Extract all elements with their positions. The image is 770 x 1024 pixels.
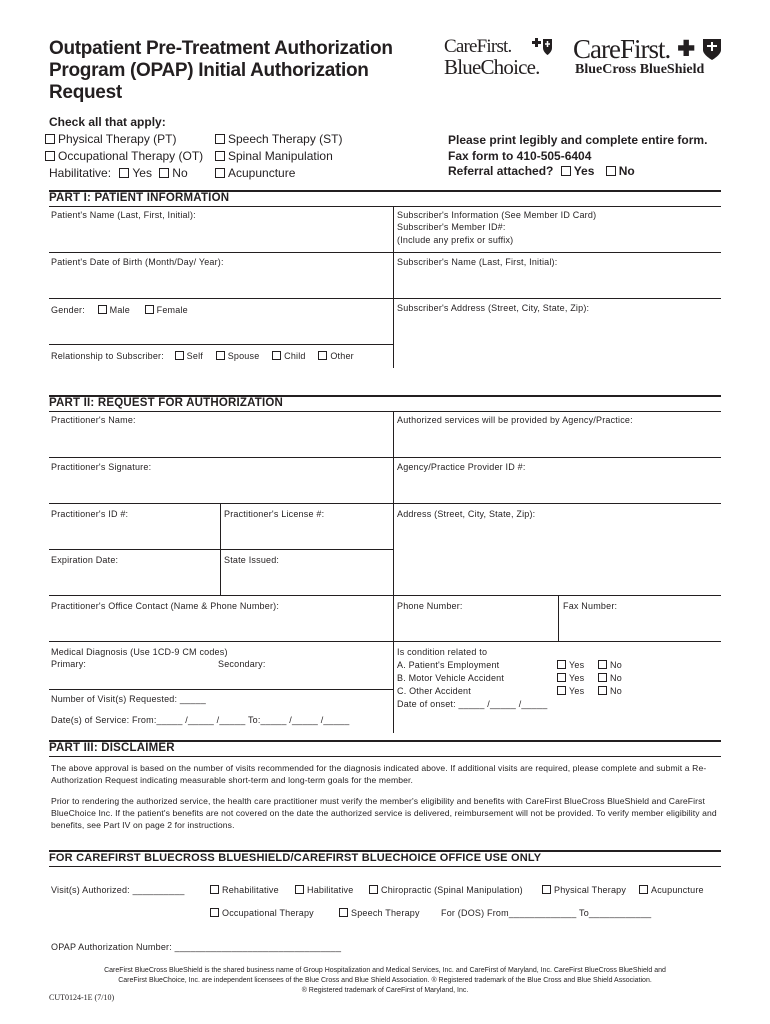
st-label: Speech Therapy (ST) <box>228 132 343 146</box>
acupuncture-checkbox[interactable] <box>215 168 225 178</box>
other-label: Other <box>330 351 354 361</box>
rehabilitative-checkbox[interactable] <box>210 885 219 894</box>
logo-bcbs-line2: BlueCross BlueShield <box>575 62 705 77</box>
other-checkbox[interactable] <box>318 351 327 360</box>
secondary-label: Secondary: <box>218 659 266 669</box>
referral-no-label: No <box>618 164 635 178</box>
cross-shield-icon <box>530 37 554 57</box>
logo-bluechoice-line2: BlueChoice. <box>444 55 540 79</box>
office-acupuncture-option <box>639 884 704 897</box>
practitioner-signature-label: Practitioner's Signature: <box>51 462 152 472</box>
logo-bluechoice-line1: CareFirst. <box>444 36 512 57</box>
habilitative-yes-label: Yes <box>132 166 152 180</box>
practitioner-license-label: Practitioner's License #: <box>224 509 325 519</box>
vehicle-yes <box>557 672 584 685</box>
office-habilitative-label: Habilitative <box>307 885 354 895</box>
referral-no-checkbox[interactable] <box>606 166 616 176</box>
primary-label: Primary: <box>51 659 87 669</box>
vehicle-no-checkbox[interactable] <box>598 673 607 682</box>
spinal-checkbox[interactable] <box>215 151 225 161</box>
other-accident-no-checkbox[interactable] <box>598 686 607 695</box>
office-st-checkbox[interactable] <box>339 908 348 917</box>
subscriber-info-label: Subscriber's Information (See Member ID Card) <box>397 210 597 220</box>
expiration-label: Expiration Date: <box>51 555 119 565</box>
employment-yes <box>557 659 584 672</box>
practice-address-label: Address (Street, City, State, Zip): <box>397 509 536 519</box>
state-issued-label: State Issued: <box>224 555 280 565</box>
male-checkbox[interactable] <box>98 305 107 314</box>
other-accident-yes <box>557 685 584 698</box>
chiropractic-label: Chiropractic (Spinal Manipulation) <box>381 885 523 895</box>
other-accident-no <box>598 685 622 698</box>
other-accident-no-label: No <box>610 686 622 696</box>
referral-question <box>448 164 635 178</box>
vehicle-no <box>598 672 622 685</box>
office-use-heading: FOR CAREFIRST BLUECROSS BLUESHIELD/CAREFIRST BLUECHOICE OFFICE USE ONLY <box>49 850 721 865</box>
office-pt-label: Physical Therapy <box>554 885 627 895</box>
print-legibly-instruction: Please print legibly and complete entire form. <box>448 133 708 147</box>
disclaimer-paragraph-2: Prior to rendering the authorized service, the health care practitioner must verify the member's eligibility and benefits with CareFirst BlueCross BlueShield and CareFirst BlueChoice Inc. If the patient's benefits are not covered on the date the authorized service is delivered, reimbursement will not be provided. To verify member eligibility and benefits, see Part IV on page 2 for instructions. <box>51 796 717 830</box>
authorization-number-label: OPAP Authorization Number: ________________________________ <box>51 942 342 952</box>
habilitative-no-checkbox[interactable] <box>159 168 169 178</box>
pt-label: Physical Therapy (PT) <box>58 132 177 146</box>
employment-no <box>598 659 622 672</box>
other-accident-yes-checkbox[interactable] <box>557 686 566 695</box>
pt-checkbox[interactable] <box>45 134 55 144</box>
rehabilitative-label: Rehabilitative <box>222 885 279 895</box>
habilitative-yes-checkbox[interactable] <box>119 168 129 178</box>
ot-label: Occupational Therapy (OT) <box>58 149 204 163</box>
st-checkbox[interactable] <box>215 134 225 144</box>
subscriber-prefix-note: (Include any prefix or suffix) <box>397 235 514 245</box>
office-pt-checkbox[interactable] <box>542 885 551 894</box>
disclaimer-paragraph-1: The above approval is based on the number of visits recommended for the diagnosis indicated above. If additional visits are required, please complete and submit a Re-Authorization Request indicating measurable short-term and long-term goals for the member. <box>51 763 707 785</box>
visits-requested-label: Number of Visit(s) Requested: _____ <box>51 694 206 704</box>
form-number: CUT0124-1E (7/10) <box>49 993 115 1002</box>
self-checkbox[interactable] <box>175 351 184 360</box>
dates-of-service-label: Date(s) of Service: From:_____ /_____ /_____ To:_____ /_____ /_____ <box>51 715 350 725</box>
footer-line-1: CareFirst BlueCross BlueShield is the shared business name of Group Hospitalization and Medical Services, Inc. and CareFirst of Maryland, Inc. CareFirst BlueCross BlueShield and <box>104 967 666 974</box>
carefirst-bcbs-logo <box>573 36 728 82</box>
phone-label: Phone Number: <box>397 601 463 611</box>
spouse-checkbox[interactable] <box>216 351 225 360</box>
referral-label: Referral attached? <box>448 164 554 178</box>
office-acupuncture-label: Acupuncture <box>651 885 704 895</box>
vehicle-yes-checkbox[interactable] <box>557 673 566 682</box>
acupuncture-label: Acupuncture <box>228 166 296 180</box>
office-acupuncture-checkbox[interactable] <box>639 885 648 894</box>
dos-range-label: For (DOS) From_____________ To____________ <box>441 908 652 918</box>
gender-label: Gender: <box>51 305 85 315</box>
relationship-field <box>51 350 354 363</box>
employment-yes-checkbox[interactable] <box>557 660 566 669</box>
subscriber-name-label: Subscriber's Name (Last, First, Initial): <box>397 257 558 267</box>
visits-authorized-label: Visit(s) Authorized: __________ <box>51 885 185 895</box>
office-contact-label: Practitioner's Office Contact (Name & Phone Number): <box>51 601 280 611</box>
logo-bcbs-line1: CareFirst. <box>573 34 671 64</box>
habilitative-label: Habilitative: <box>49 166 112 180</box>
ot-option[interactable] <box>45 148 203 164</box>
vehicle-no-label: No <box>610 673 622 683</box>
spinal-label: Spinal Manipulation <box>228 149 333 163</box>
rehabilitative-option <box>210 884 279 897</box>
footer-line-2: CareFirst BlueChoice, Inc. are independent licensees of the Blue Cross and Blue Shield Association. ® Registered trademark of the Blue Cross and Blue Shield Association. <box>118 977 652 984</box>
part2-heading: PART II: REQUEST FOR AUTHORIZATION <box>49 395 721 410</box>
cross-shield-icon <box>677 37 725 61</box>
dob-label: Patient's Date of Birth (Month/Day/ Year): <box>51 257 224 267</box>
self-label: Self <box>186 351 203 361</box>
footer-line-3: ® Registered trademark of CareFirst of Maryland, Inc. <box>301 987 469 994</box>
part3-heading: PART III: DISCLAIMER <box>49 740 721 755</box>
office-ot-checkbox[interactable] <box>210 908 219 917</box>
st-option[interactable] <box>215 131 343 147</box>
child-label: Child <box>284 351 306 361</box>
relationship-label: Relationship to Subscriber: <box>51 351 164 361</box>
part1-heading: PART I: PATIENT INFORMATION <box>49 190 721 205</box>
gender-field <box>51 304 188 317</box>
pt-option[interactable] <box>45 131 176 147</box>
vehicle-accident-label: B. Motor Vehicle Accident <box>397 673 505 683</box>
acupuncture-option[interactable] <box>215 165 295 181</box>
referral-yes-checkbox[interactable] <box>561 166 571 176</box>
office-st-label: Speech Therapy <box>351 908 420 918</box>
diagnosis-label: Medical Diagnosis (Use 1CD-9 CM codes) <box>51 647 228 657</box>
authorized-services-label: Authorized services will be provided by Agency/Practice: <box>397 415 633 425</box>
employment-no-checkbox[interactable] <box>598 660 607 669</box>
child-checkbox[interactable] <box>272 351 281 360</box>
employment-yes-label: Yes <box>569 660 585 670</box>
chiropractic-option <box>369 884 523 897</box>
office-habilitative-checkbox[interactable] <box>295 885 304 894</box>
practitioner-id-label: Practitioner's ID #: <box>51 509 129 519</box>
condition-related-label: Is condition related to <box>397 647 488 657</box>
carefirst-bluechoice-logo <box>444 36 556 82</box>
agency-id-label: Agency/Practice Provider ID #: <box>397 462 526 472</box>
spinal-option[interactable] <box>215 148 333 164</box>
office-ot-option <box>210 907 314 920</box>
office-ot-label: Occupational Therapy <box>222 908 314 918</box>
ot-checkbox[interactable] <box>45 151 55 161</box>
check-all-heading: Check all that apply: <box>49 115 166 129</box>
patient-name-label: Patient's Name (Last, First, Initial): <box>51 210 196 220</box>
vehicle-yes-label: Yes <box>569 673 585 683</box>
fax-instruction: Fax form to 410-505-6404 <box>448 149 592 163</box>
employment-no-label: No <box>610 660 622 670</box>
practitioner-name-label: Practitioner's Name: <box>51 415 136 425</box>
female-checkbox[interactable] <box>145 305 154 314</box>
legal-footer <box>49 966 721 996</box>
fax-label: Fax Number: <box>563 601 618 611</box>
subscriber-id-label: Subscriber's Member ID#: <box>397 222 506 232</box>
office-habilitative-option <box>295 884 353 897</box>
referral-yes-label: Yes <box>573 164 595 178</box>
chiropractic-checkbox[interactable] <box>369 885 378 894</box>
female-label: Female <box>156 305 188 315</box>
employment-label: A. Patient's Employment <box>397 660 500 670</box>
other-accident-yes-label: Yes <box>569 686 585 696</box>
male-label: Male <box>109 305 130 315</box>
office-pt-option <box>542 884 626 897</box>
habilitative-no-label: No <box>172 166 188 180</box>
subscriber-address-label: Subscriber's Address (Street, City, State, Zip): <box>397 303 590 313</box>
office-st-option <box>339 907 420 920</box>
spouse-label: Spouse <box>227 351 260 361</box>
form-title: Outpatient Pre-Treatment Authorization Program (OPAP) Initial Authorization Request <box>49 38 393 103</box>
habilitative-option <box>49 165 188 181</box>
other-accident-label: C. Other Accident <box>397 686 471 696</box>
onset-date-label: Date of onset: _____ /_____ /_____ <box>397 699 548 709</box>
